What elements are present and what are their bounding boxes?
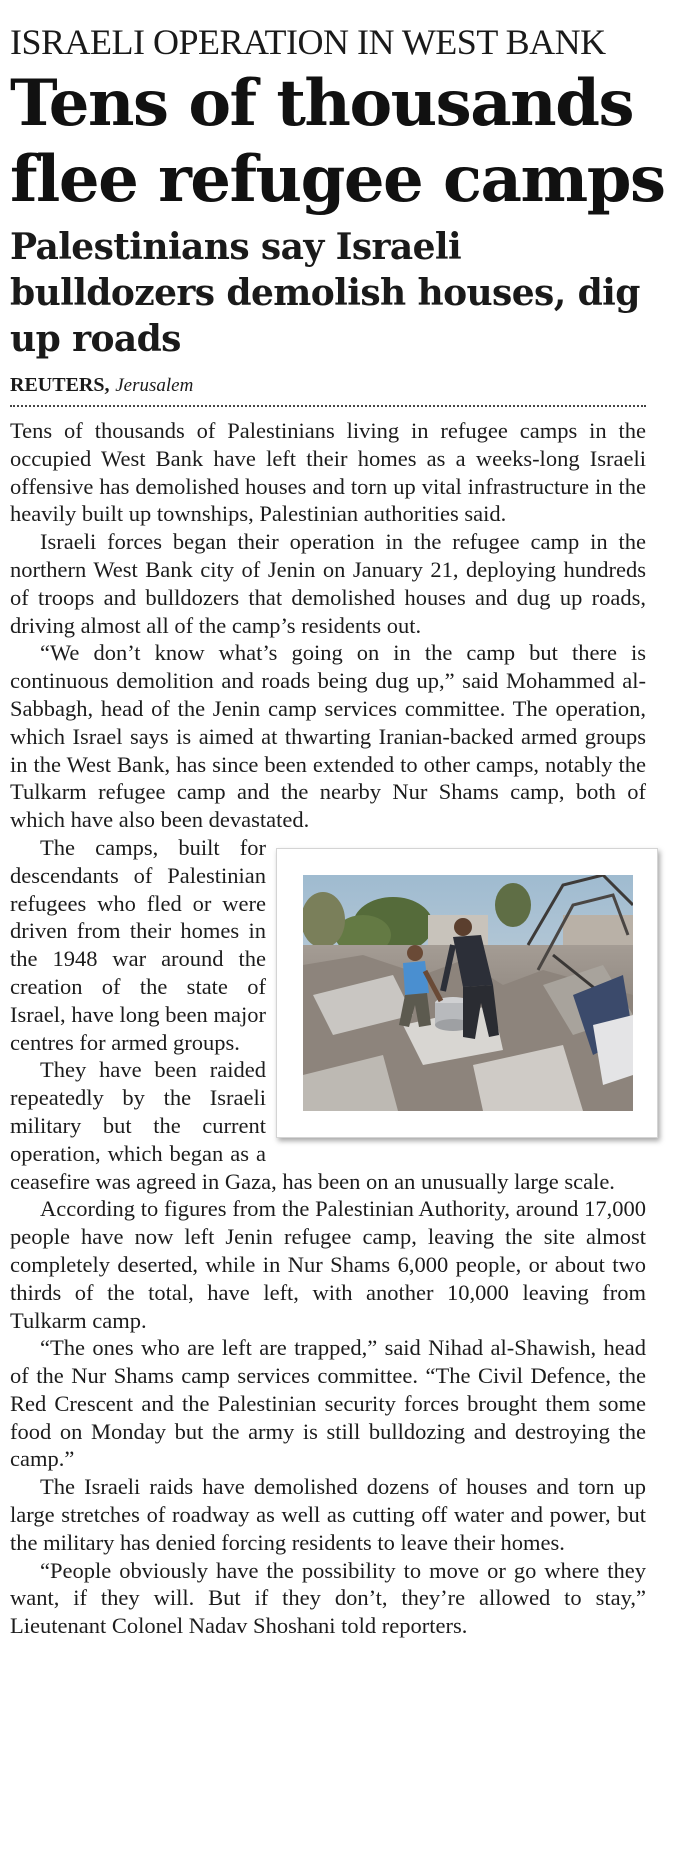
headline: Tens of thousands flee refugee camps — [10, 66, 665, 217]
subheadline: Palestinians say Israeli bulldozers demolish houses, dig up roads — [10, 226, 640, 360]
article-paragraph: They have been raided repeatedly by the Israeli military but the current operation, which began as a ceasefire was agreed in Gaza, has been on an unusually large scale. — [10, 1057, 615, 1194]
byline — [10, 374, 671, 397]
byline-location: Jerusalem — [115, 375, 194, 396]
article-paragraph: Tens of thousands of Palestinians living in refugee camps in the occupied West Bank have left their homes as a weeks-long Israeli offensive has demolished houses and torn up vital infrastructure in the heavily built up townships, Palestinian authorities said. — [10, 418, 646, 527]
article-paragraph: “People obviously have the possibility to move or go where they want, if they will. But if they don’t, they’re allowed to stay,” Lieutenant Colonel Nadav Shoshani told reporters. — [10, 1557, 646, 1639]
news-photo — [276, 848, 658, 1138]
byline-agency: REUTERS, — [10, 374, 110, 396]
news-photo-image — [303, 875, 633, 1111]
article-paragraph: Israeli forces began their operation in the refugee camp in the northern West Bank city of Jenin on January 21, deploying hundreds of troops and bulldozers that demolished houses and dug up roads, driving almost all of the camp’s residents out. — [10, 529, 646, 638]
section-kicker: ISRAELI OPERATION IN WEST BANK — [10, 22, 606, 62]
article-paragraph: The Israeli raids have demolished dozens of houses and torn up large stretches of roadway as well as cutting off water and power, but the military has denied forcing residents to leave their homes. — [10, 1474, 646, 1555]
article-paragraph: “We don’t know what’s going on in the camp but there is continuous demolition and roads being dug up,” said Mohammed al-Sabbagh, head of the Jenin camp services committee. The operation, which Israel says is aimed at thwarting Iranian-backed armed groups in the West Bank, has since been extended to other camps, notably the Tulkarm refugee camp and the nearby Nur Shams camp, both of which have also been devastated. — [10, 640, 646, 833]
dotted-divider — [10, 405, 646, 407]
article-paragraph: “The ones who are left are trapped,” said Nihad al-Shawish, head of the Nur Shams camp services committee. “The Civil Defence, the Red Crescent and the Palestinian security forces brought them some food on Monday but the army is still bulldozing and destroying the camp.” — [10, 1335, 646, 1472]
article-body — [10, 417, 646, 1640]
article-paragraph: According to figures from the Palestinian Authority, around 17,000 people have now left Jenin refugee camp, leaving the site almost completely deserted, while in Nur Shams 6,000 people, or about two thirds of the total, have left, with another 10,000 leaving from Tulkarm camp. — [10, 1196, 646, 1333]
article-paragraph: The camps, built for descendants of Palestinian refugees who fled or were driven from their homes in the 1948 war around the creation of the state of Israel, have long been major centres for armed groups. — [10, 834, 266, 1055]
